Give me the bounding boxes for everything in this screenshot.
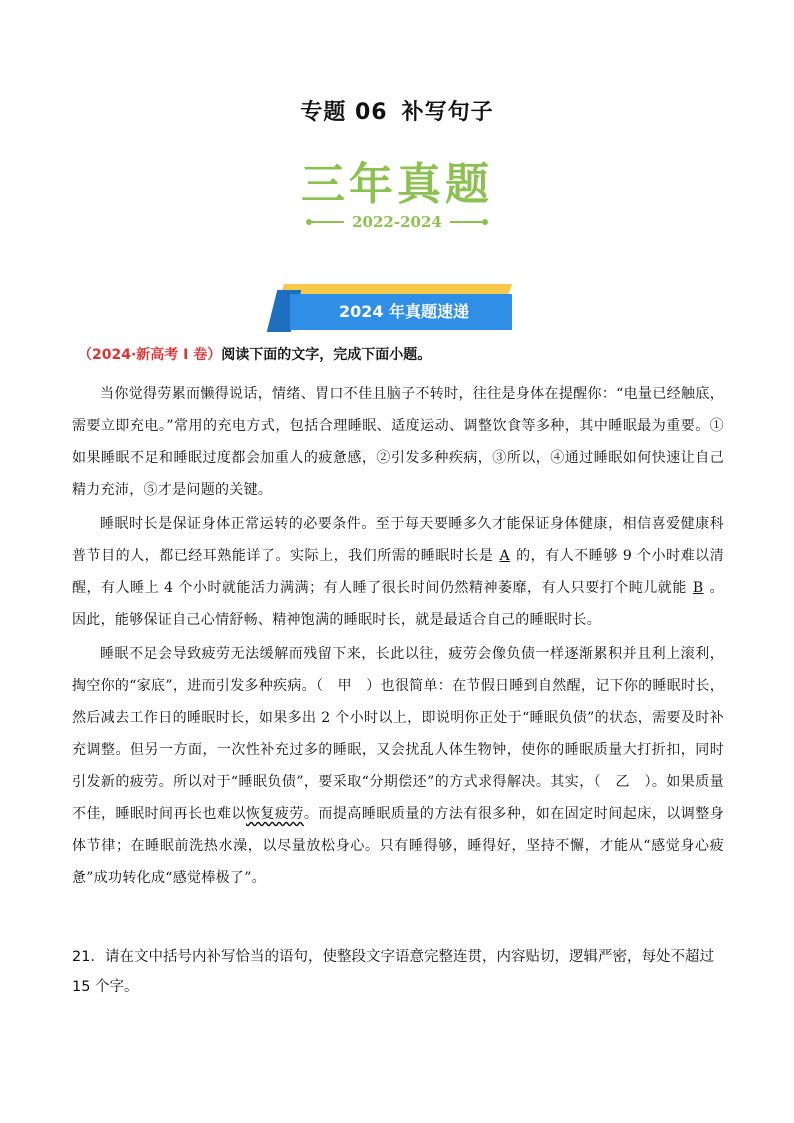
section-heading: 三年真题 bbox=[301, 159, 493, 210]
reading-instruction: 阅读下面的文字，完成下面小题。 bbox=[221, 347, 432, 363]
years-range bbox=[305, 212, 489, 232]
page-title bbox=[0, 95, 794, 126]
question-text: 21．请在文中括号内补写恰当的语句，使整段文字语意完整连贯，内容贴切，逻辑严密，每处不超过 15 个字。 bbox=[72, 949, 714, 995]
paragraph-2: 睡眠时长是保证身体正常运转的必要条件。至于每天要睡多久才能保证身体健康，相信喜爱健康科普节目的人，都已经耳熟能详了。实际上，我们所需的睡眠时长是 A 的，有人不睡够 9 个小时难以清醒，有人睡上 4 个小时就能活力满满；有人睡了很长时间仍然精神萎靡，有人只要打个盹儿就能 B 。因此，能够保证自己心情舒畅、精神饱满的睡眠时长，就是最适合自己的睡眠时长。 bbox=[72, 516, 724, 628]
blank-a: A bbox=[499, 548, 510, 564]
paragraph-3: 睡眠不足会导致疲劳无法缓解而残留下来，长此以往，疲劳会像负债一样逐渐累积并且利上滚利，掏空你的“家底”，进而引发多种疾病。（ 甲 ）也很简单：在节假日睡到自然醒，记下你的睡眠时长，然后减去工作日的睡眠时长，如果多出 2 个小时以上，即说明你正处于“睡眠负债”的状态，需要及时补充调整。但另一方面，一次性补充过多的睡眠，又会扰乱人体生物钟，使你的睡眠质量大打折扣，同时引发新的疲劳。所以对于“睡眠负债”，要采取“分期偿还”的方式求得解决。其实，（ 乙 ）。如果质量不佳，睡眠时间再长也难以恢复疲劳。而提高睡眠质量的方法有很多种，如在固定时间起床，以调整身体节律；在睡眠前洗热水澡，以尽量放松身心。只有睡得够，睡得好，坚持不懈，才能从“感觉身心疲惫”成功转化成“感觉棒极了”。 bbox=[72, 646, 725, 886]
reading-passage bbox=[72, 378, 724, 896]
blank-b: B bbox=[692, 580, 704, 596]
banner-label: 2024 年真题速递 bbox=[338, 302, 470, 321]
years-text: 2022-2024 bbox=[352, 213, 442, 231]
topic-number: 专题 06 bbox=[300, 100, 388, 125]
question-21 bbox=[72, 942, 732, 1002]
year-banner bbox=[272, 284, 512, 330]
exam-source-tag: （2024·新高考 I 卷） bbox=[78, 347, 222, 363]
topic-title: 补写句子 bbox=[401, 100, 494, 125]
wavy-underlined-phrase: 恢复疲劳 bbox=[245, 806, 304, 822]
paragraph-1: 当你觉得劳累而懒得说话，情绪、胃口不佳且脑子不转时，往往是身体在提醒你：“电量已经触底，需要立即充电。”常用的充电方式，包括合理睡眠、适度运动、调整饮食等多种，其中睡眠最为重要。①如果睡眠不足和睡眠过度都会加重人的疲惫感，②引发多种疾病，③所以，④通过睡眠如何快速让自己精力充沛，⑤才是问题的关键。 bbox=[72, 386, 724, 498]
decorative-line-right bbox=[450, 221, 482, 223]
decorative-line-left bbox=[312, 221, 344, 223]
question-source bbox=[78, 344, 758, 364]
